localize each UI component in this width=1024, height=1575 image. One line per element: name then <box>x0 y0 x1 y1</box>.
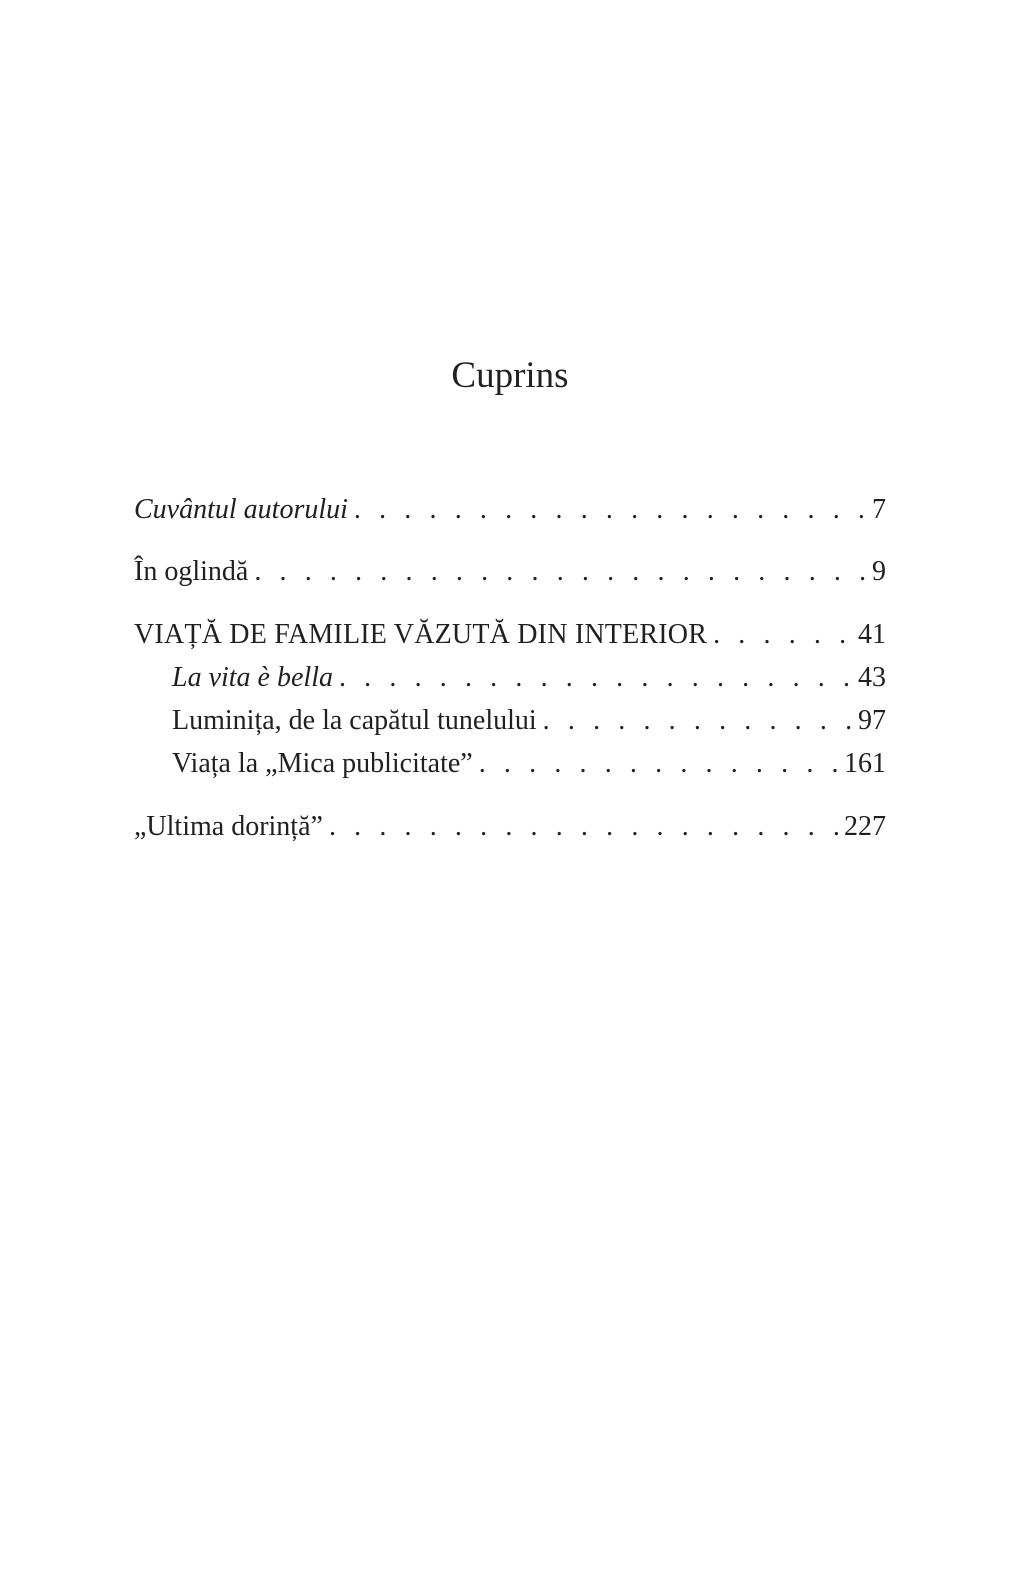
page-title: Cuprins <box>451 355 569 396</box>
toc-entry-label: Cuvântul autorului <box>134 494 348 525</box>
toc-subentry-luminita <box>172 701 886 741</box>
dot-leader <box>323 807 844 847</box>
toc-entry-page-number: 7 <box>872 494 886 525</box>
toc-section-heading <box>134 615 886 655</box>
toc-entry-label: Luminița, de la capătul tunelului <box>172 705 537 736</box>
toc-entry-page-number: 227 <box>844 811 886 842</box>
toc-subentry-viata-mica-publicitate <box>172 744 886 784</box>
dot-leader <box>333 658 858 698</box>
dot-leader <box>537 701 858 741</box>
dot-leader <box>707 615 858 655</box>
toc-entry-label: „Ultima dorință” <box>134 811 323 842</box>
toc-entry-label: La vita è bella <box>172 662 333 693</box>
toc-entry-page-number: 161 <box>844 748 886 779</box>
toc-subentry-la-vita-e-bella <box>172 658 886 698</box>
toc-entry-page-number: 41 <box>858 619 886 650</box>
toc-entry-page-number: 43 <box>858 662 886 693</box>
toc-entry-label: În oglindă <box>134 556 249 587</box>
toc-entry-page-number: 97 <box>858 705 886 736</box>
dot-leader <box>248 552 872 592</box>
toc-entry-label: Viața la „Mica publicitate” <box>172 748 473 779</box>
dot-leader <box>348 490 872 530</box>
toc-entry-page-number: 9 <box>872 556 886 587</box>
dot-leader <box>473 744 844 784</box>
toc-entry-in-oglinda <box>134 552 886 592</box>
toc-entry-foreword <box>134 490 886 530</box>
toc-entry-ultima-dorinta <box>134 807 886 847</box>
toc-entry-label: VIAȚĂ DE FAMILIE VĂZUTĂ DIN INTERIOR <box>134 619 708 650</box>
